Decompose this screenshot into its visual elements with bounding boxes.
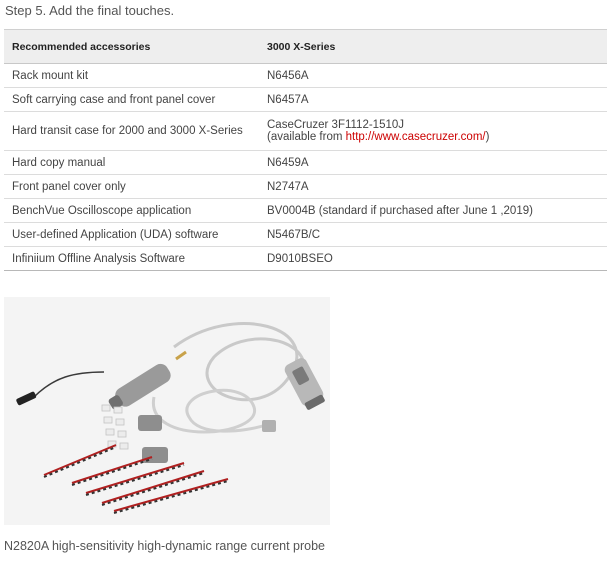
twisted-leads: [44, 445, 228, 513]
black-lead-plug: [16, 391, 37, 406]
table-header-row: [4, 30, 607, 64]
table-row: [4, 88, 607, 112]
accessory-name: Rack mount kit: [4, 64, 259, 88]
note-prefix: (available from: [267, 131, 346, 143]
white-clips: [102, 405, 128, 449]
table-row: [4, 175, 607, 199]
table-row: [4, 112, 607, 151]
part-number: N6459A: [259, 151, 607, 175]
accessory-name: Front panel cover only: [4, 175, 259, 199]
black-ground-lead: [34, 372, 104, 397]
table-row: [4, 64, 607, 88]
probe-lower-cable: [153, 390, 266, 432]
part-number-cell: [259, 112, 607, 151]
current-probe-photo: [4, 297, 330, 525]
probe-main-cable: [174, 324, 304, 400]
availability-note: [267, 131, 607, 143]
casecruzer-link[interactable]: http://www.casecruzer.com/: [345, 131, 486, 143]
header-accessories: Recommended accessories: [4, 30, 259, 64]
accessory-name: Soft carrying case and front panel cover: [4, 88, 259, 112]
part-number: CaseCruzer 3F1112-1510J: [267, 119, 405, 131]
table-row: [4, 151, 607, 175]
accessory-name: User-defined Application (UDA) software: [4, 223, 259, 247]
accessories-table: [4, 29, 607, 271]
probe-illustration: [4, 297, 330, 525]
accessory-name: BenchVue Oscilloscope application: [4, 199, 259, 223]
part-number: N5467B/C: [259, 223, 607, 247]
note-suffix: ): [485, 131, 490, 143]
part-number: N6456A: [259, 64, 607, 88]
probe-head: [105, 361, 173, 414]
part-number: N2747A: [259, 175, 607, 199]
table-row: [4, 247, 607, 271]
accessory-name: Infiniium Offline Analysis Software: [4, 247, 259, 271]
small-connector: [142, 447, 168, 463]
table-row: [4, 223, 607, 247]
probe-gold-tip: [176, 352, 186, 359]
small-connector: [138, 415, 162, 431]
table-row: [4, 199, 607, 223]
part-number: BV0004B (standard if purchased after June 1 ,2019): [259, 199, 607, 223]
part-number: D9010BSEO: [259, 247, 607, 271]
header-series: 3000 X-Series: [259, 30, 607, 64]
step-heading: Step 5. Add the final touches.: [5, 3, 175, 18]
part-number: N6457A: [259, 88, 607, 112]
small-connector: [262, 420, 276, 432]
accessory-name: Hard transit case for 2000 and 3000 X-Series: [4, 112, 259, 151]
accessory-name: Hard copy manual: [4, 151, 259, 175]
photo-caption: N2820A high-sensitivity high-dynamic range current probe: [4, 539, 326, 553]
probe-interface-box: [283, 356, 328, 411]
